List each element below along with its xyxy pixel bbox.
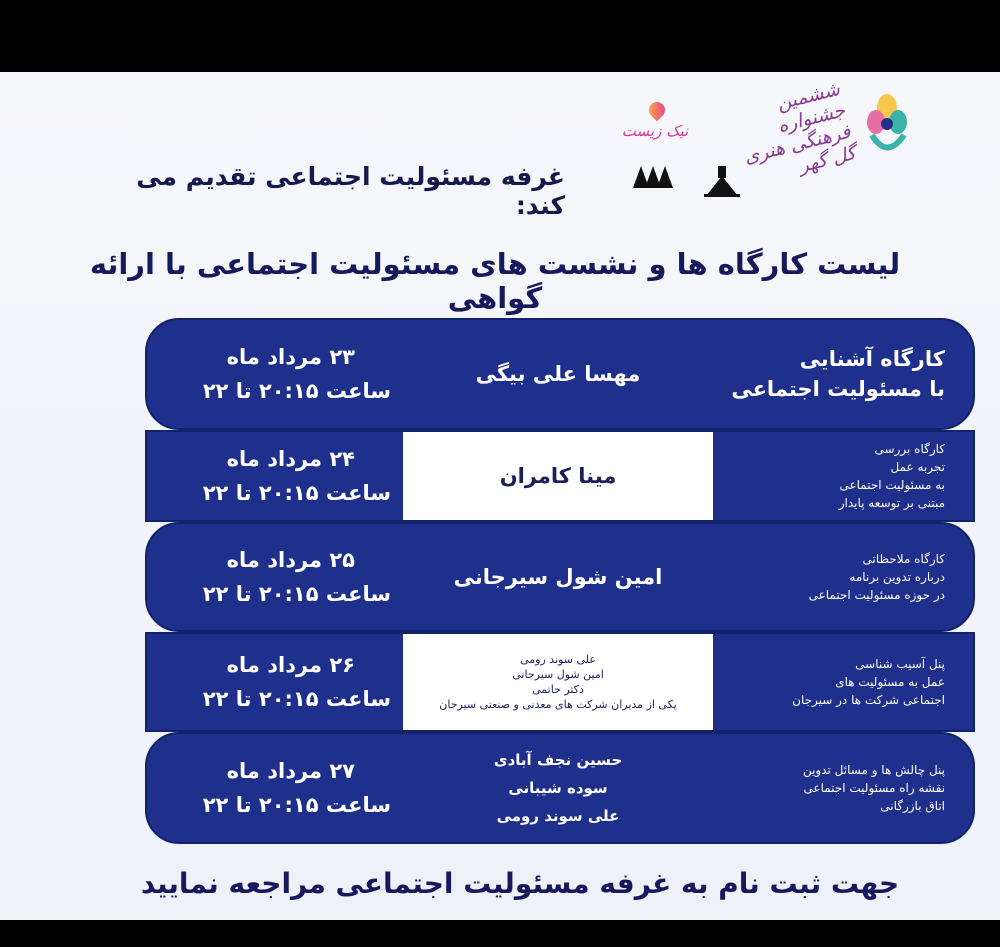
time-text: ساعت ۲۰:۱۵ تا ۲۲ xyxy=(202,793,391,817)
brand-text: نیک زیست xyxy=(621,122,689,140)
poster xyxy=(0,72,1000,920)
speaker-name: علی سوند رومی xyxy=(520,653,596,666)
time-text: ساعت ۲۰:۱۵ تا ۲۲ xyxy=(202,379,391,403)
session-date xyxy=(147,320,407,428)
date-text: ۲۶ مرداد ماه xyxy=(226,653,355,677)
session-date xyxy=(147,734,407,842)
session-title-line: کارگاه ملاحظاتی xyxy=(862,552,945,566)
date-text: ۲۳ مرداد ماه xyxy=(226,345,355,369)
speaker-name: سوده شیبانی xyxy=(508,779,608,797)
speaker-name: امین شول سیرجانی xyxy=(453,565,663,589)
triangle-emblem-icon xyxy=(631,164,675,190)
speaker-name: امین شول سیرجانی xyxy=(512,668,604,681)
speaker-name: دکتر حاتمی xyxy=(532,683,584,696)
partner-logo-2 xyxy=(694,164,750,220)
session-speakers xyxy=(403,734,713,842)
speaker-name: یکی از مدیران شرکت های معدنی و صنعتی سیرجان xyxy=(439,698,677,711)
session-title-line: تجربه عمل xyxy=(890,460,945,474)
session-title-line: نقشه راه مسئولیت اجتماعی xyxy=(803,781,945,795)
session-date xyxy=(147,634,407,730)
registration-note: جهت ثبت نام به غرفه مسئولیت اجتماعی مراجعه نمایید xyxy=(140,867,900,900)
session-title-line: با مسئولیت اجتماعی xyxy=(731,377,945,401)
schedule-row xyxy=(145,430,975,522)
session-title-line: به مسئولیت اجتماعی xyxy=(839,478,945,492)
date-text: ۲۷ مرداد ماه xyxy=(226,759,355,783)
speaker-name: مهسا علی بیگی xyxy=(475,362,641,386)
schedule-table xyxy=(145,318,975,844)
schedule-row xyxy=(145,732,975,844)
date-text: ۲۴ مرداد ماه xyxy=(226,447,355,471)
session-title-line: پنل آسیب شناسی xyxy=(855,657,945,671)
session-title-line: اجتماعی شرکت ها در سیرجان xyxy=(792,693,945,707)
session-title xyxy=(713,524,973,630)
partner-logo-1 xyxy=(625,164,681,220)
session-speakers xyxy=(403,320,713,428)
schedule-row xyxy=(145,632,975,732)
session-title-line: کارگاه بررسی xyxy=(874,442,945,456)
session-title-line: اتاق بازرگانی xyxy=(880,799,945,813)
session-date xyxy=(147,524,407,630)
date-text: ۲۵ مرداد ماه xyxy=(226,548,355,572)
page-title: لیست کارگاه ها و نشست های مسئولیت اجتماعی با ارائه گواهی xyxy=(89,247,901,315)
session-speakers xyxy=(403,432,713,520)
building-emblem-icon xyxy=(702,164,742,198)
session-title-line: عمل به مسئولیت های xyxy=(835,675,945,689)
speaker-name: حسین نجف آبادی xyxy=(493,751,623,769)
time-text: ساعت ۲۰:۱۵ تا ۲۲ xyxy=(202,582,391,606)
session-title-line: درباره تدوین برنامه xyxy=(849,570,945,584)
speaker-name: مینا کامران xyxy=(499,464,617,488)
session-title-line: کارگاه آشنایی xyxy=(799,347,945,371)
schedule-row xyxy=(145,522,975,632)
session-title-line: مبتنی بر توسعه پایدار xyxy=(838,496,945,510)
festival-title: ششمین جشنواره فرهنگی هنری گل گهر xyxy=(741,77,859,178)
bottom-black-bar xyxy=(0,920,1000,947)
session-speakers xyxy=(403,634,713,730)
time-text: ساعت ۲۰:۱۵ تا ۲۲ xyxy=(202,481,391,505)
drop-icon xyxy=(646,99,669,122)
nik-zist-logo xyxy=(600,102,710,140)
session-title xyxy=(713,634,973,730)
time-text: ساعت ۲۰:۱۵ تا ۲۲ xyxy=(202,687,391,711)
festival-flower-logo xyxy=(862,90,912,160)
session-title-line: پنل چالش ها و مسائل تدوین xyxy=(802,763,945,777)
schedule-row xyxy=(145,318,975,430)
session-date xyxy=(147,432,407,520)
session-title-line: در حوزه مسئولیت اجتماعی xyxy=(808,588,945,602)
session-title xyxy=(713,734,973,842)
session-title xyxy=(713,320,973,428)
presenter-line: غرفه مسئولیت اجتماعی تقدیم می کند: xyxy=(136,162,565,220)
session-title xyxy=(713,432,973,520)
speaker-name: علی سوند رومی xyxy=(496,807,620,825)
session-speakers xyxy=(403,524,713,630)
